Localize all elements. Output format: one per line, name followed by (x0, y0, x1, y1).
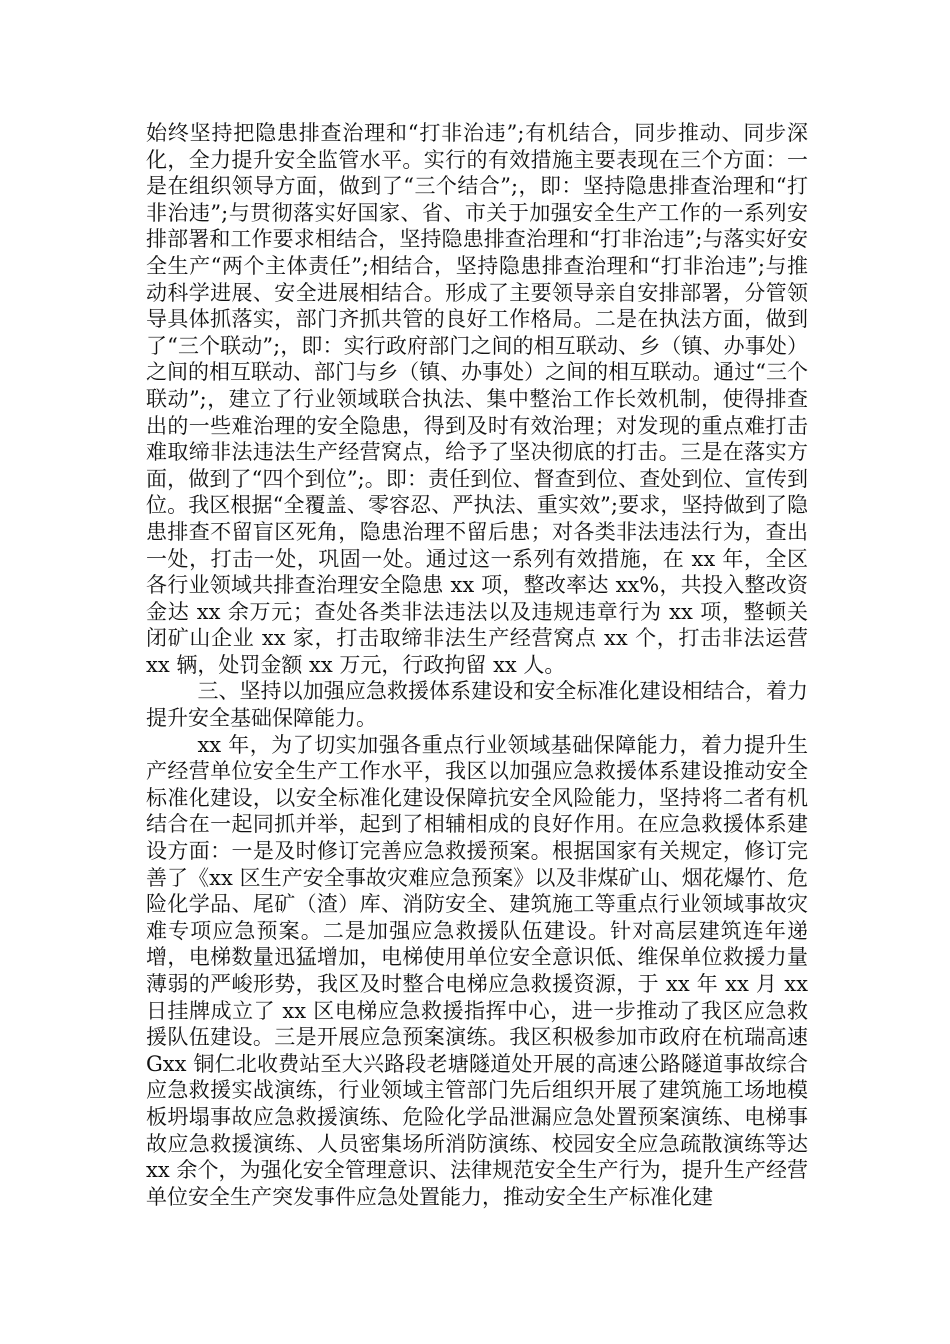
section-heading-three: 三、坚持以加强应急救援体系建设和安全标准化建设相结合，着力提升安全基础保障能力。 (146, 679, 808, 731)
paragraph-emergency-rescue: xx 年，为了切实加强各重点行业领域基础保障能力，着力提升生产经营单位安全生产工作水平，我区以加强应急救援体系建设推动安全标准化建设，以安全标准化建设保障抗安全风险能力，坚持将二者有机结合在一起同抓并举，起到了相辅相成的良好作用。在应急救援体系建设方面：一是及时修订完善应急救援预案。根据国家有关规定，修订完善了《xx 区生产安全事故灾难应急预案》以及非煤矿山、烟花爆竹、危险化学品、尾矿（渣）库、消防安全、建筑施工等重点行业领域事故灾难专项应急预案。二是加强应急救援队伍建设。针对高层建筑连年递增，电梯数量迅猛增加，电梯使用单位安全意识低、维保单位救援力量薄弱的严峻形势，我区及时整合电梯应急救援资源，于 xx 年 xx 月 xx 日挂牌成立了 xx 区电梯应急救援指挥中心，进一步推动了我区应急救援队伍建设。三是开展应急预案演练。我区积极参加市政府在杭瑞高速 Gxx 铜仁北收费站至大兴路段老塘隧道处开展的高速公路隧道事故综合应急救援实战演练，行业领域主管部门先后组织开展了建筑施工场地模板坍塌事故应急救援演练、危险化学品泄漏应急处置预案演练、电梯事故应急救援演练、人员密集场所消防演练、校园安全应急疏散演练等达 xx 余个，为强化安全管理意识、法律规范安全生产行为，提升生产经营单位安全生产突发事件应急处置能力，推动安全生产标准化建 (146, 732, 808, 1209)
document-body (146, 120, 808, 1210)
paragraph-measures: 始终坚持把隐患排查治理和“打非治违”;有机结合，同步推动、同步深化，全力提升安全监管水平。实行的有效措施主要表现在三个方面：一是在组织领导方面，做到了“三个结合”;，即：坚持隐患排查治理和“打非治违”;与贯彻落实好国家、省、市关于加强安全生产工作的一系列安排部署和工作要求相结合，坚持隐患排查治理和“打非治违”;与落实好安全生产“两个主体责任”;相结合，坚持隐患排查治理和“打非治违”;与推动科学进展、安全进展相结合。形成了主要领导亲自安排部署，分管领导具体抓落实，部门齐抓共管的良好工作格局。二是在执法方面，做到了“三个联动”;，即：实行政府部门之间的相互联动、乡（镇、办事处）之间的相互联动、部门与乡（镇、办事处）之间的相互联动。通过“三个联动”;，建立了行业领域联合执法、集中整治工作长效机制，使得排查出的一些难治理的安全隐患，得到及时有效治理；对发现的重点难打击难取缔非法违法生产经营窝点，给予了坚决彻底的打击。三是在落实方面，做到了“四个到位”;。即：责任到位、督查到位、查处到位、宣传到位。我区根据“全覆盖、零容忍、严执法、重实效”;要求，坚持做到了隐患排查不留盲区死角，隐患治理不留后患；对各类非法违法行为，查出一处，打击一处，巩固一处。通过这一系列有效措施，在 xx 年，全区各行业领域共排查治理安全隐患 xx 项，整改率达 xx%，共投入整改资金达 xx 余万元；查处各类非法违法以及违规违章行为 xx 项，整顿关闭矿山企业 xx 家，打击取缔非法生产经营窝点 xx 个，打击非法运营 xx 辆，处罚金额 xx 万元，行政拘留 xx 人。 (146, 121, 808, 677)
